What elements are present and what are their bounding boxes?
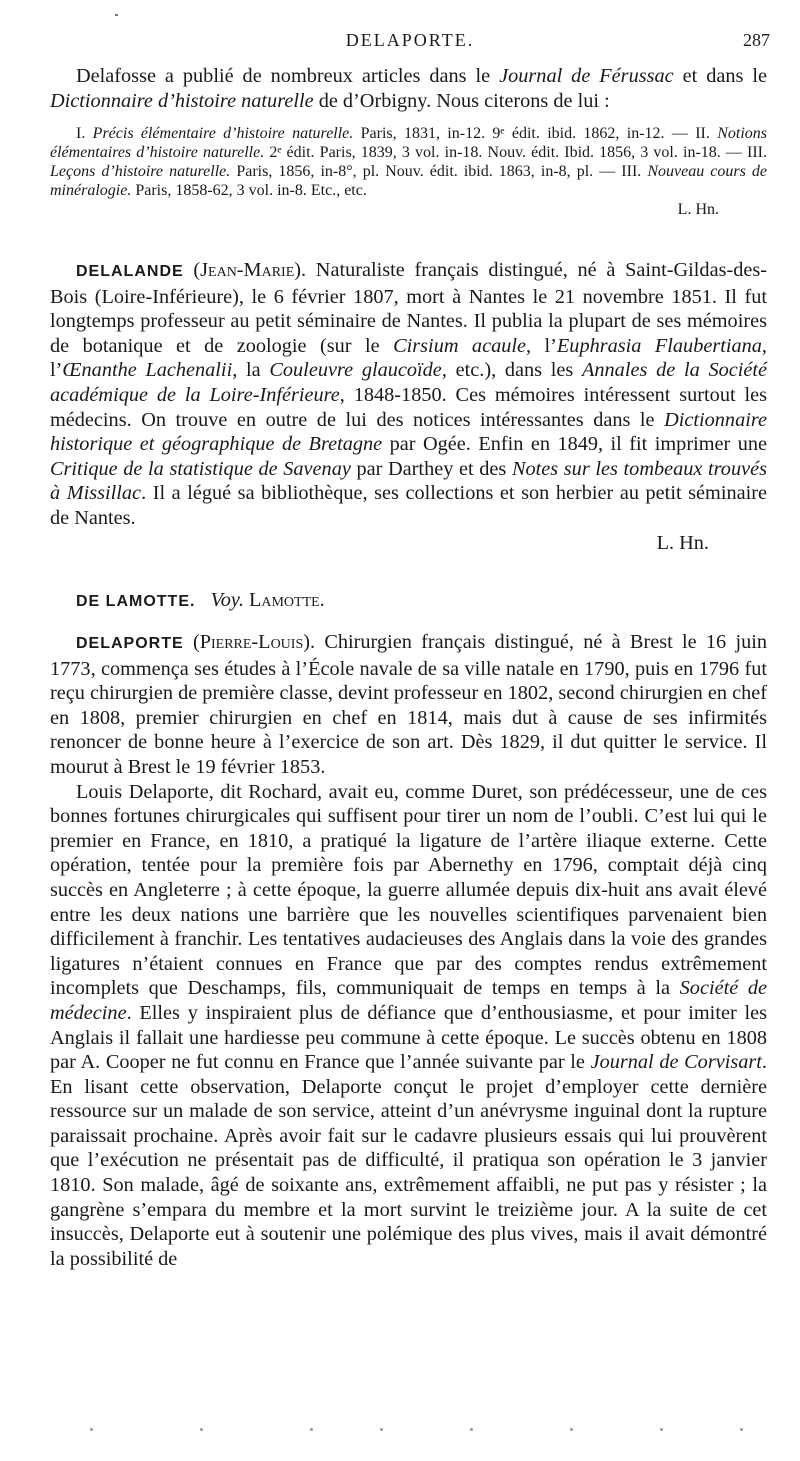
italic-run: Couleuvre glaucoïde xyxy=(269,359,442,382)
italic-run: Notions élémentaires d’histoire naturelle. xyxy=(50,125,768,161)
footer-dot xyxy=(200,1428,203,1431)
italic-run: Notes sur les tombeaux trouvés à Missillac xyxy=(50,457,767,505)
text-run: Paris, 1856, in-8°, pl. Nouv. édit. ibid. 1863, in-8, pl. — III. xyxy=(230,163,648,180)
delafosse-works-block xyxy=(50,124,767,219)
text-run: ( xyxy=(183,259,201,281)
footer-dot xyxy=(380,1428,383,1431)
text-run: , etc.), dans les xyxy=(441,359,583,382)
footer-dot xyxy=(310,1428,313,1431)
italic-run: Euphrasia Flaubertiana xyxy=(556,334,762,357)
delaporte-paragraph-1 xyxy=(50,630,767,780)
printing-speck xyxy=(115,14,118,16)
de-lamotte-paragraph xyxy=(50,588,767,615)
text-run: ( xyxy=(183,631,200,653)
delafosse-intro-block xyxy=(50,64,767,113)
cross-reference-label: Voy. xyxy=(210,589,244,611)
footer-dot xyxy=(470,1428,473,1431)
delafosse-works-list xyxy=(50,124,767,200)
delalande-paragraph xyxy=(50,258,767,531)
italic-run: Œnanthe Lachenalii xyxy=(62,359,233,382)
delafosse-intro-paragraph xyxy=(50,64,767,113)
text-run: , l’ xyxy=(526,334,557,357)
delalande-text xyxy=(50,259,767,529)
italic-run: Leçons d’histoire naturelle. xyxy=(50,163,231,180)
text-run: . Il a légué sa bibliothèque, ses collections et son herbier au petit séminaire de Nantes. xyxy=(50,482,767,529)
italic-run: Dictionnaire historique et géographique de Bretagne xyxy=(50,408,767,456)
entry-delaporte xyxy=(50,630,767,1271)
cross-reference-target: Lamotte. xyxy=(248,589,325,611)
footer-dot xyxy=(740,1428,743,1431)
text-run: Delafosse a publié de nombreux articles dans le xyxy=(76,65,500,87)
delaporte-paragraph-2 xyxy=(50,780,767,1272)
entry-delalande xyxy=(50,258,767,555)
text-run: . Elles y inspiraient plus de défiance que d’enthousiasme, et pour imiter les Anglais il fallait une hardiesse peu commune à cette époque. Le succès obtenu en 1808 par A. Cooper ne fut connu en France que l’année suivante par le xyxy=(50,1001,767,1074)
delaporte-text xyxy=(50,631,767,778)
entry-headword: DE LAMOTTE. xyxy=(76,593,196,610)
author-signature: L. Hn. xyxy=(677,201,719,218)
footer-dot xyxy=(660,1428,663,1431)
italic-run: Annales de la Société académique de la Loire-Inférieure xyxy=(50,359,767,406)
footer-dot-leaders xyxy=(50,1428,767,1432)
italic-run: Société de médecine xyxy=(50,977,767,1024)
footer-dot xyxy=(90,1428,93,1431)
text-run: par Darthey et des xyxy=(350,457,512,480)
text-run: Louis Delaporte, dit Rochard, avait eu, comme Duret, son prédécesseur, une de ces bonnes fortunes chirurgicales qui suffisent pour tirer un nom de l’oubli. C’est lui qui le premier en France, en 1810, a pratiqué la ligature de l’artère iliaque externe. Cette opération, tentée pour la première fois par Abernethy en 1796, comptait déjà cinq succès en Angleterre ; à cette époque, la guerre allumée depuis dix-huit ans avait élevé entre les deux nations une barrière que les nouvelles scientifiques parvenaient bien difficilement à franchir. Les tentatives audacieuses des Anglais dans la voie des grandes ligatures n’étaient connues en France que par des comptes rendus extrêmement incomplets que Deschamps, fils, communiquait de temps en temps à la xyxy=(50,780,767,1000)
text-run: par Ogée. Enfin en 1849, il fit imprimer une xyxy=(382,433,767,456)
italic-run: Journal de Férussac xyxy=(499,65,674,87)
text-run: ). Chirurgien français distingué, né à Brest le 16 juin 1773, commença ses études à l’École navale de sa ville natale en 1790, puis en 1796 fut reçu chirurgien de première classe, devint professeur en 1802, second chirurgien en chef en 1808, premier chirurgien en chef en 1814, mais dut à cause de ses infirmités renoncer de bonne heure à l’exercice de son art. Dès 1829, il dut quitter le service. Il mourut à Brest le 19 février 1853. xyxy=(50,631,768,778)
running-title: DELAPORTE. xyxy=(345,30,475,50)
text-run: Paris, 1858-62, 3 vol. in-8. Etc., etc. xyxy=(131,182,367,199)
footer-dot xyxy=(570,1428,573,1431)
small-caps-run: Pierre-Louis xyxy=(199,631,304,653)
text-run: ). Naturaliste français distingué, né à Saint-Gildas-des-Bois (Loire-Inférieure), le 6 février 1807, mort à Nantes le 21 novembre 1851. Il fut longtemps professeur au petit séminaire de Nantes. Il publia la plupart de ses mémoires de botanique et de zoologie (sur le xyxy=(50,259,768,357)
page-number: 287 xyxy=(743,30,770,50)
page-header xyxy=(50,30,770,56)
text-run: , 1848-1850. Ces mémoires intéressent surtout les médecins. On trouve en outre de lui des notices intéressantes dans le xyxy=(50,383,767,431)
text-run: . En lisant cette observation, Delaporte conçut le projet d’employer cette dernière ressource sur un malade de son service, atteint d’un anévrysme inguinal dont la rupture paraissait prochaine. Après avoir fait sur le cadavre plusieurs essais qui lui prouvèrent que l’exécution ne présentait pas de difficulté, il pratiqua son opération le 3 janvier 1810. Son malade, âgé de soixante ans, extrêmement affaibli, ne put pas y résister ; la gangrène s’empara du membre et la mort survint le treizième jour. A la suite de cet insuccès, Delaporte eut à soutenir une polémique des plus vives, mais il avait démontré la possibilité de xyxy=(50,1051,767,1270)
small-caps-run: Jean-Marie xyxy=(200,259,295,281)
text-run: I. xyxy=(76,125,93,142)
italic-run: Dictionnaire d’histoire naturelle xyxy=(50,89,314,112)
entry-headword: DELAPORTE xyxy=(76,635,184,652)
text-run: , l’ xyxy=(50,334,767,382)
entry-headword: DELALANDE xyxy=(76,263,184,280)
text-run: 2ᵉ édit. Paris, 1839, 3 vol. in-18. Nouv. édit. Ibid. 1856, 3 vol. in-18. — III. xyxy=(264,144,767,161)
author-signature: L. Hn. xyxy=(656,531,709,554)
italic-run: Nouveau cours de minéralogie. xyxy=(50,163,768,199)
italic-run: Cirsium acaule xyxy=(393,334,526,357)
italic-run: Critique de la statistique de Savenay xyxy=(50,457,351,480)
text-run: Paris, 1831, in-12. 9ᵉ édit. ibid. 1862, in-12. — II. xyxy=(353,125,718,142)
text-run: et dans le xyxy=(673,65,767,87)
text-run: de d’Orbigny. Nous citerons de lui : xyxy=(313,89,610,112)
italic-run: Journal de Corvisart xyxy=(590,1051,762,1074)
text-run: , la xyxy=(232,359,270,382)
italic-run: Précis élémentaire d’histoire naturelle. xyxy=(92,125,354,142)
entry-de-lamotte xyxy=(50,588,767,615)
